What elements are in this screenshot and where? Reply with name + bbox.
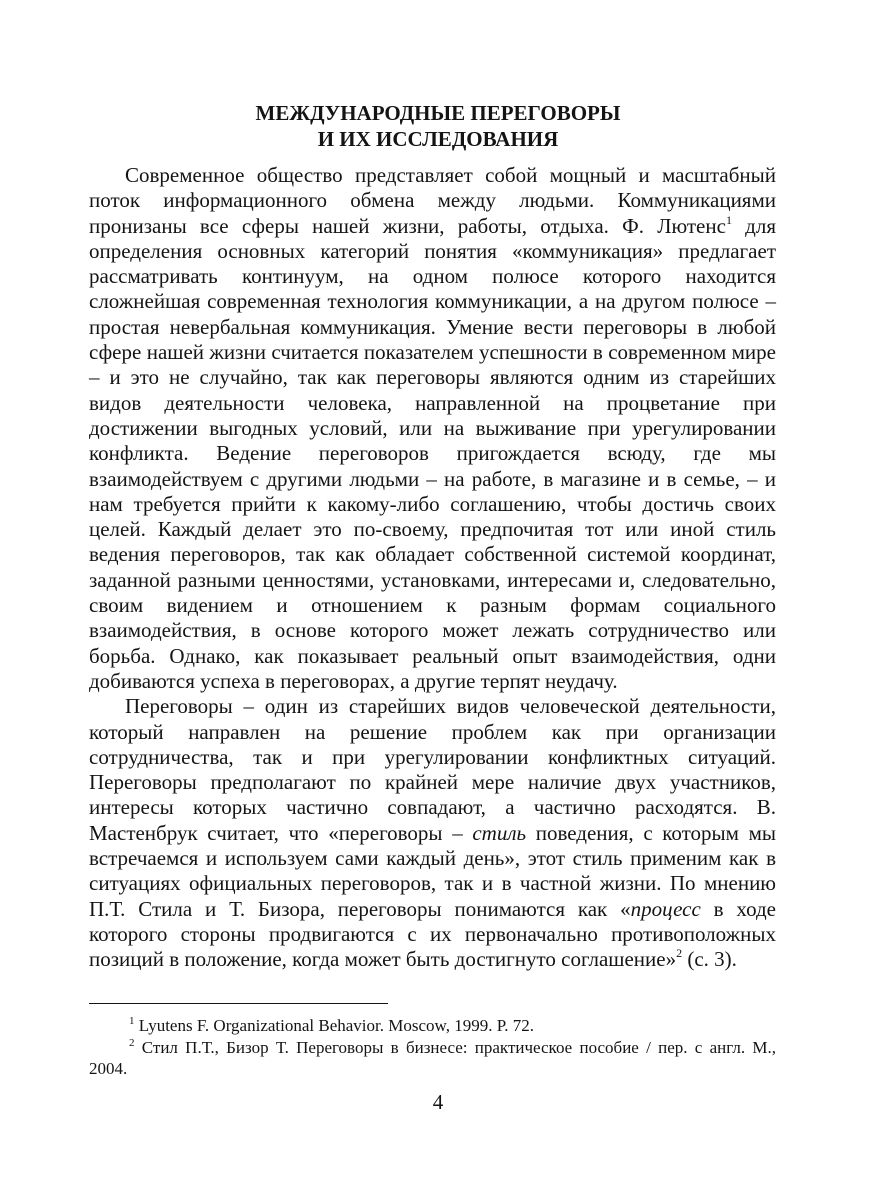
paragraph-2-emphasis-process: процесс	[630, 896, 701, 921]
footnote-1	[89, 1015, 776, 1037]
paragraph-2-emphasis-style: стиль	[472, 820, 527, 845]
footnote-ref-2: 2	[676, 946, 683, 961]
page-title	[90, 100, 786, 152]
footnote-number-1: 1	[129, 1015, 135, 1027]
paragraph-2	[89, 694, 776, 972]
paragraph-2-text-a: Переговоры – один из старейших видов человеческой деятельности, который направлен на решение проблем как при организации сотрудничества, так и при урегулировании конфликтных ситуаций. Переговоры предполагают по крайней мере наличие двух участников, интересы которых частично совпадают, а частично расходятся. В. Мастенбрук считает, что «переговоры –	[89, 694, 776, 845]
paragraph-1-text-a: Современное общество представляет собой мощный и масштабный поток информационного обмена между людьми. Коммуникациями пронизаны все сферы нашей жизни, работы, отдыха. Ф. Лютенс	[89, 163, 776, 238]
paragraph-2-text-b: поведения, с которым мы встречаемся и используем сами каждый день», этот стиль применим как в ситуациях официальных переговоров, так и в частной жизни. По мнению П.Т. Стила и Т. Бизора, переговоры понимаются как «	[89, 820, 777, 921]
paragraph-2-text-d: (с. 3).	[682, 947, 737, 972]
title-line-2: И ИХ ИССЛЕДОВАНИЯ	[317, 127, 559, 151]
footnote-divider	[89, 1003, 388, 1004]
footnote-number-2: 2	[129, 1036, 135, 1049]
title-line-1: МЕЖДУНАРОДНЫЕ ПЕРЕГОВОРЫ	[255, 101, 621, 125]
paragraph-2-text-c: в ходе которого стороны продвигаются с их первоначально противоположных позиций в положение, когда может быть достигнуто соглашение»	[89, 896, 776, 972]
footnotes	[89, 1015, 776, 1080]
paragraph-1-text-b: для определения основных категорий понятия «коммуникация» предлагает рассматривать континуум, на одном полюсе которого находится сложнейшая современная технология коммуникации, а на другом полюсе – простая невербальная коммуникация. Умение вести переговоры в любой сфере нашей жизни считается показателем успешности в современном мире – и это не случайно, так как переговоры являются одним из старейших видов деятельности человека, направленной на процветание при достижении выгодных условий, или на выживание при урегулировании конфликта. Ведение переговоров пригождается всюду, где мы взаимодействуем с другими людьми – на работе, в магазине и в семье, – и нам требуется прийти к какому-либо соглашению, чтобы достичь своих целей. Каждый делает это по-своему, предпочитая тот или иной стиль ведения переговоров, так как обладает собственной системой координат, заданной разными ценностями, установками, интересами и, следовательно, своим видением и отношением к разным формам социального взаимодействия, в основе которого может лежать сотрудничество или борьба. Однако, как показывает реальный опыт взаимодействия, одни добиваются успеха в переговорах, а другие терпят неудачу.	[89, 213, 776, 693]
footnote-text-1: Lyutens F. Organizational Behavior. Moscow, 1999. P. 72.	[134, 1016, 535, 1035]
footnote-2	[89, 1037, 776, 1080]
footnote-text-2: Стил П.Т., Бизор Т. Переговоры в бизнесе: практическое пособие / пер. с англ. М., 2004.	[89, 1037, 776, 1078]
footnote-ref-1: 1	[725, 212, 732, 227]
page-number: 4	[432, 1090, 444, 1114]
paragraph-1	[89, 163, 776, 694]
body-text	[89, 163, 776, 973]
